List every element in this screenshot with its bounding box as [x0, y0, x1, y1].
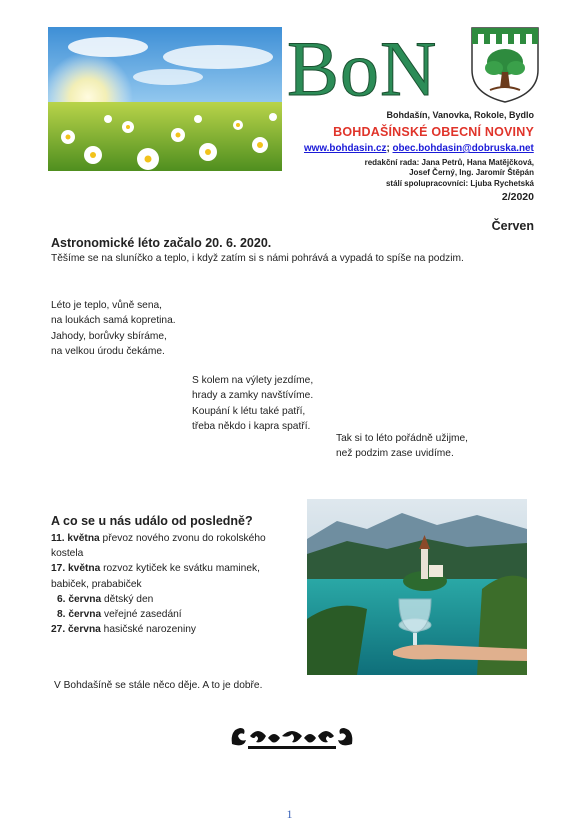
- village-crest-logo: [470, 26, 540, 104]
- events-list: [51, 531, 301, 637]
- editorial-board-line1: redakční rada: Jana Petrů, Hana Matějčková,: [364, 158, 534, 167]
- page-number: 1: [286, 807, 293, 821]
- verse-line: Léto je teplo, vůně sena,: [51, 300, 163, 311]
- event-text: veřejné zasedání: [101, 609, 182, 621]
- verse-line: Jahody, borůvky sbíráme,: [51, 330, 167, 342]
- event-date: 11. května: [51, 533, 100, 544]
- link-separator: ;: [386, 143, 390, 154]
- article-lead: Těšíme se na sluníčko a teplo, i když zatím si s námi pohrává a vypadá to spíše na podzim.: [51, 253, 464, 264]
- verse-line: S kolem na výlety jezdíme,: [192, 375, 314, 386]
- closing-sentence: V Bohdašíně se stále něco děje. A to je dobře.: [54, 680, 263, 691]
- list-item: [51, 592, 301, 607]
- verse-line: Tak si to léto pořádně užijme,: [336, 433, 468, 444]
- masthead-title: BoN: [287, 25, 438, 112]
- issue-month: Červen: [491, 219, 534, 233]
- website-link[interactable]: www.bohdasin.cz: [304, 143, 387, 154]
- paper-name: BOHDAŠÍNSKÉ OBECNÍ NOVINY: [333, 125, 534, 139]
- poem-verse-2: [192, 373, 313, 435]
- decorative-ornament-icon: [228, 724, 356, 750]
- poem-verse-1: [51, 298, 176, 360]
- issue-number: 2/2020: [501, 191, 534, 203]
- event-text: babiček, prababiček: [51, 578, 142, 590]
- event-date: 6. června: [57, 593, 102, 605]
- event-date: 8. června: [57, 609, 102, 621]
- verse-line: třeba někdo i kapra spatří.: [192, 421, 311, 433]
- verse-line: na velkou úrodu čekáme.: [51, 346, 165, 358]
- list-item: [51, 531, 301, 546]
- email-link[interactable]: obec.bohdasin@dobruska.net: [392, 143, 534, 154]
- verse-line: hrady a zamky navštívíme.: [192, 390, 314, 402]
- list-item: [51, 607, 301, 622]
- article-heading-summer: Astronomické léto začalo 20. 6. 2020.: [51, 236, 272, 250]
- lake-island-photo: [307, 499, 527, 675]
- event-date: 27. června: [51, 624, 101, 636]
- verse-line: než podzim zase uvidíme.: [336, 448, 454, 460]
- event-text: převoz nového zvonu do rokolského: [99, 533, 266, 544]
- article-heading-events: A co se u nás událo od posledně?: [51, 514, 253, 528]
- editorial-board-line2: Josef Černý, Ing. Jaromír Štěpán: [409, 168, 534, 177]
- verse-line: na loukách samá kopretina.: [51, 315, 176, 327]
- event-text: dětský den: [101, 593, 154, 605]
- event-text: kostela: [51, 548, 84, 560]
- list-item: [51, 577, 301, 592]
- event-text: rozvoz kytiček ke svátku maminek,: [100, 563, 260, 575]
- meadow-daisies-photo: [48, 27, 282, 171]
- villages-line: Bohdašín, Vanovka, Rokole, Bydlo: [386, 110, 534, 120]
- list-item: [51, 561, 301, 576]
- poem-verse-3: [336, 431, 468, 462]
- list-item: [51, 546, 301, 561]
- event-date: 17. května: [51, 563, 101, 575]
- list-item: [51, 622, 301, 637]
- collaborators-line: stálí spolupracovníci: Ljuba Rychetská: [385, 179, 534, 188]
- event-text: hasičské narozeniny: [100, 624, 196, 636]
- verse-line: Koupání k létu také patří,: [192, 405, 306, 417]
- contact-links: [304, 143, 534, 154]
